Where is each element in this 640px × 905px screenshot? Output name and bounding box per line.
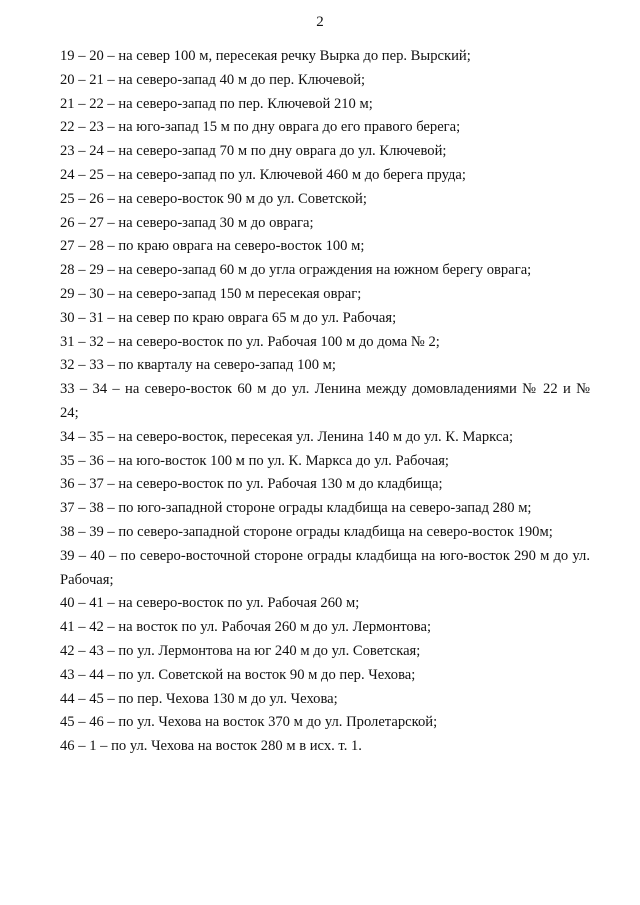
- boundary-segment-line: 42 – 43 – по ул. Лермонтова на юг 240 м до ул. Советская;: [60, 642, 421, 659]
- boundary-segment-line: 45 – 46 – по ул. Чехова на восток 370 м до ул. Пролетарской;: [60, 714, 438, 731]
- boundary-segment-line: 36 – 37 – на северо-восток по ул. Рабочая 130 м до кладбища;: [60, 476, 443, 493]
- boundary-segment-line: 20 – 21 – на северо-запад 40 м до пер. Ключевой;: [60, 71, 366, 88]
- boundary-segment-line: 46 – 1 – по ул. Чехова на восток 280 м в исх. т. 1.: [60, 738, 362, 755]
- boundary-segment-line: 27 – 28 – по краю оврага на северо-восток 100 м;: [60, 238, 365, 255]
- boundary-segment-line: 23 – 24 – на северо-запад 70 м по дну оврага до ул. Ключевой;: [60, 143, 447, 160]
- boundary-segment-line: 31 – 32 – на северо-восток по ул. Рабочая 100 м до дома № 2;: [60, 333, 440, 350]
- boundary-segment-line: 38 – 39 – по северо-западной стороне ограды кладбища на северо-восток 190м;: [60, 523, 553, 540]
- boundary-segment-line: 19 – 20 – на север 100 м, пересекая речку Вырка до пер. Вырский;: [60, 48, 471, 64]
- boundary-segment-line: 21 – 22 – на северо-запад по пер. Ключевой 210 м;: [60, 95, 373, 112]
- boundary-segment-line: 24 – 25 – на северо-запад по ул. Ключевой 460 м до берега пруда;: [60, 166, 466, 183]
- boundary-segment-line: 34 – 35 – на северо-восток, пересекая ул. Ленина 140 м до ул. К. Маркса;: [60, 428, 514, 445]
- boundary-segment-line: 35 – 36 – на юго-восток 100 м по ул. К. Маркса до ул. Рабочая;: [60, 452, 449, 469]
- boundary-segment-line: 29 – 30 – на северо-запад 150 м пересекая овраг;: [60, 285, 362, 302]
- boundary-segment-line: 44 – 45 – по пер. Чехова 130 м до ул. Чехова;: [60, 690, 338, 707]
- boundary-segment-line: 37 – 38 – по юго-западной стороне ограды кладбища на северо-запад 280 м;: [60, 500, 532, 517]
- boundary-segment-line: 22 – 23 – на юго-запад 15 м по дну оврага до его правого берега;: [60, 119, 461, 136]
- boundary-description-list: [60, 45, 590, 759]
- boundary-segment-line: 33 – 34 – на северо-восток 60 м до ул. Ленина между домовладениями № 22 и №: [60, 381, 590, 398]
- page-number: 2: [316, 14, 324, 30]
- boundary-segment-line: 39 – 40 – по северо-восточной стороне ограды кладбища на юго-восток 290 м до ул.: [60, 547, 590, 564]
- boundary-segment-line: 32 – 33 – по кварталу на северо-запад 100 м;: [60, 357, 336, 374]
- boundary-segment-line: 28 – 29 – на северо-запад 60 м до угла ограждения на южном берегу оврага;: [60, 262, 532, 279]
- boundary-segment-line: 25 – 26 – на северо-восток 90 м до ул. Советской;: [60, 190, 367, 207]
- boundary-segment-line: Рабочая;: [60, 571, 114, 588]
- boundary-segment-line: 41 – 42 – на восток по ул. Рабочая 260 м до ул. Лермонтова;: [60, 619, 431, 636]
- boundary-segment-line: 43 – 44 – по ул. Советской на восток 90 м до пер. Чехова;: [60, 666, 416, 683]
- boundary-segment-line: 26 – 27 – на северо-запад 30 м до оврага;: [60, 214, 314, 231]
- boundary-segment-line: 40 – 41 – на северо-восток по ул. Рабочая 260 м;: [60, 595, 360, 612]
- boundary-segment-line: 24;: [60, 404, 79, 421]
- boundary-segment-line: 30 – 31 – на север по краю оврага 65 м до ул. Рабочая;: [60, 309, 397, 326]
